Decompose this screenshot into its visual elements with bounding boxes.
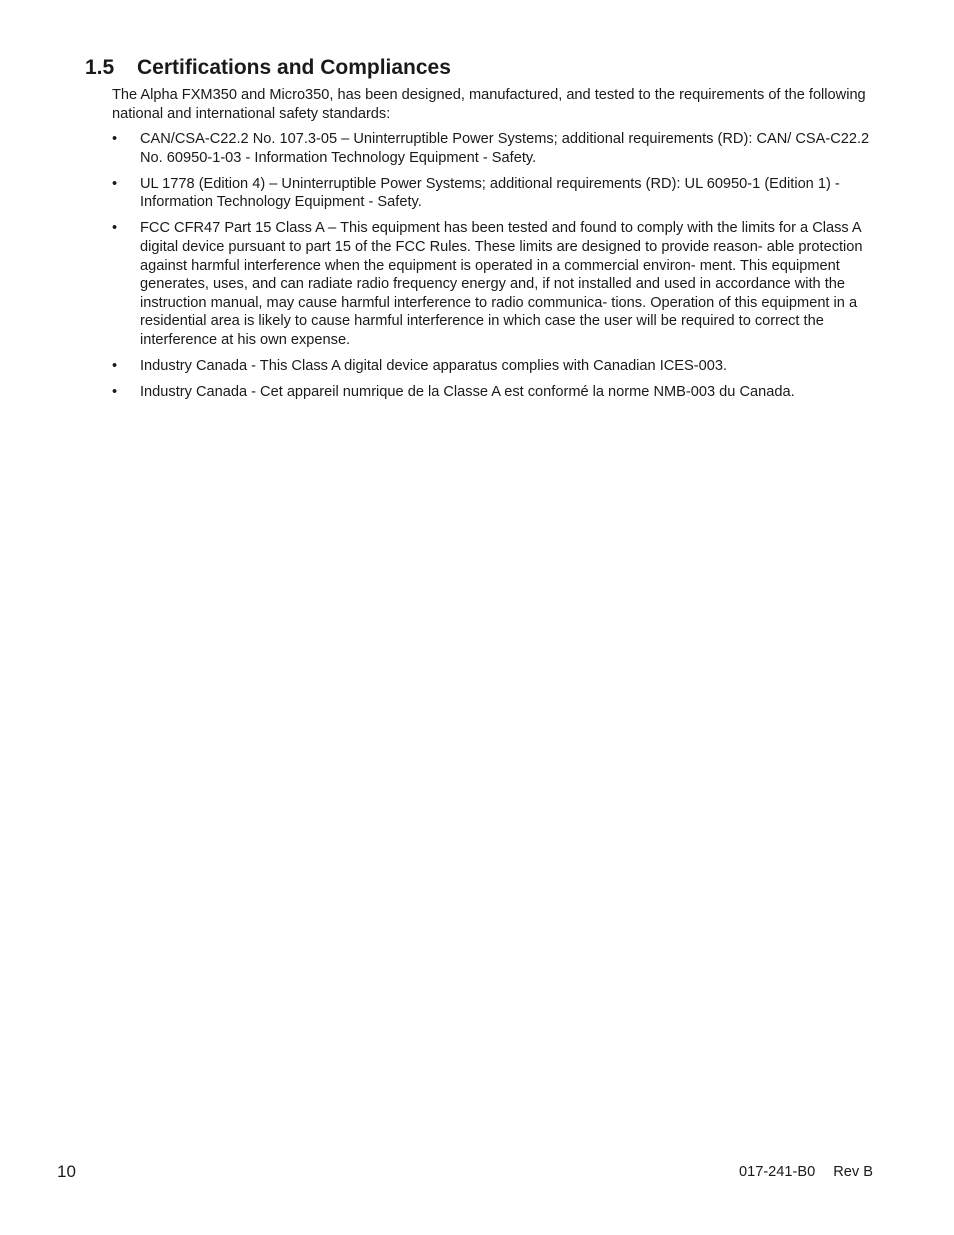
bullet-icon: • <box>112 175 118 192</box>
list-item-text: UL 1778 (Edition 4) – Uninterruptible Power Systems; additional requirements (RD): UL 60950-1 (Edition 1) - Information Technology Equipment - Safety. <box>140 175 840 211</box>
list-item-text: Industry Canada - Cet appareil numrique de la Classe A est conformé la norme NMB-003 du Canada. <box>140 384 795 401</box>
footer-doc-info <box>739 1163 873 1181</box>
bullet-icon: • <box>112 358 118 375</box>
revision-label: Rev B <box>833 1164 873 1180</box>
list-item-text: FCC CFR47 Part 15 Class A – This equipment has been tested and found to comply with the limits for a Class A digital device pursuant to part 15 of the FCC Rules. These limits are designed to provide reason- able protection against harmful interference when the equipment is operated in a commercial environ- ment. This equipment generates, uses, and can radiate radio frequency energy and, if not installed and used in accordance with the instruction manual, may cause harmful interference to radio communica- tions. Operation of this equipment in a residential area is likely to cause harmful interference in which case the user will be required to correct the interference at his own expense. <box>140 220 863 348</box>
list-item <box>112 357 874 376</box>
list-item-text: Industry Canada - This Class A digital device apparatus complies with Canadian ICES-003. <box>140 358 728 375</box>
list-item <box>112 130 874 167</box>
list-item <box>112 219 874 349</box>
bullet-icon: • <box>112 384 118 401</box>
section-heading <box>85 55 451 81</box>
doc-number: 017-241-B0 <box>738 1164 816 1180</box>
bullet-icon: • <box>112 131 118 147</box>
list-item-text: CAN/CSA-C22.2 No. 107.3-05 – Uninterruptible Power Systems; additional requirements (RD): CAN/ CSA-C22.2 No. 60950-1-03 - Information Technology Equipment - Safety. <box>140 131 870 166</box>
list-item <box>112 383 874 402</box>
intro-paragraph: The Alpha FXM350 and Micro350, has been designed, manufactured, and tested to the requirements of the following national and international safety standards: <box>112 87 866 122</box>
standards-list <box>112 130 874 409</box>
list-item <box>112 175 874 212</box>
page-number: 10 <box>57 1162 76 1181</box>
section-number: 1.5 <box>85 56 115 79</box>
section-title: Certifications and Compliances <box>137 56 451 79</box>
bullet-icon: • <box>112 220 118 237</box>
